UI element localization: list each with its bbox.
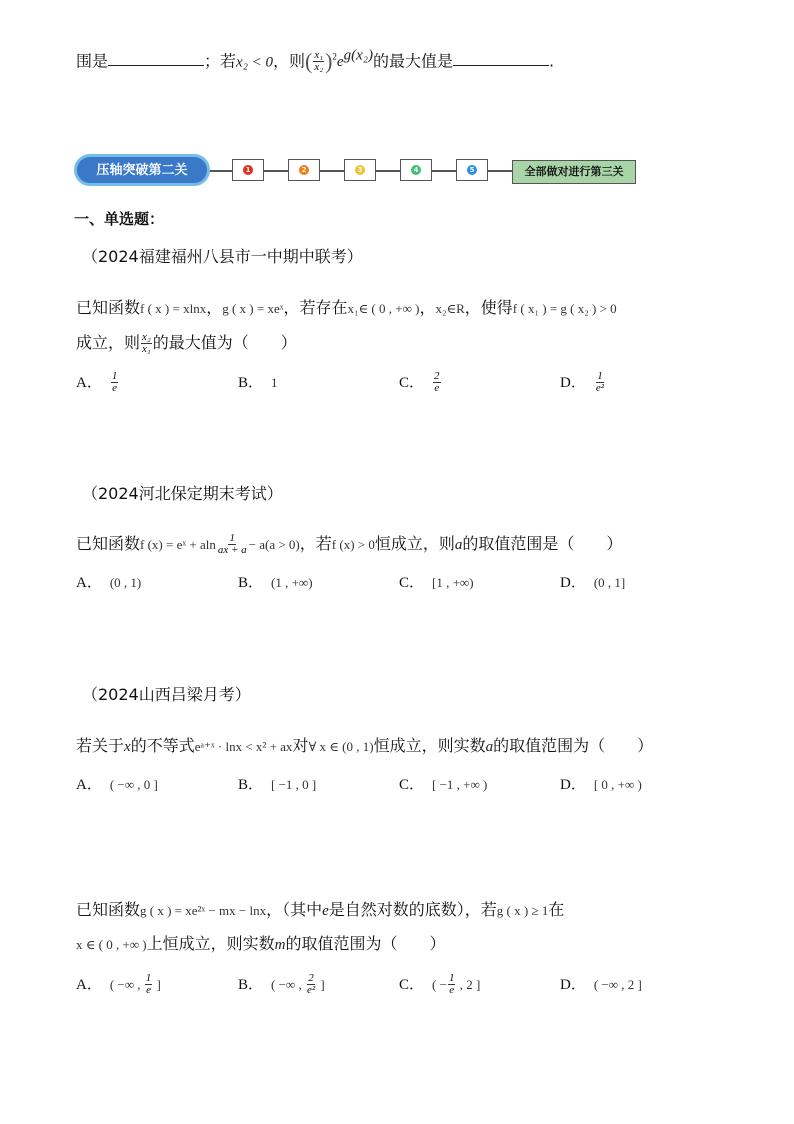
stage-step-5[interactable]: [456, 159, 488, 181]
text: ，: [419, 298, 436, 317]
option-a[interactable]: A． ( −∞ , $\frac{1}{e}$ ]: [76, 972, 161, 996]
math: m: [274, 937, 286, 953]
connector: [488, 170, 512, 172]
math: g ( x ) ≥ 1: [496, 903, 549, 918]
fraction: $\frac{2}{e}$: [434, 370, 440, 394]
text: 若关于: [76, 736, 125, 755]
question-stem: [76, 297, 617, 320]
text: 成立，则: [76, 333, 141, 352]
question-source: （2024河北保定期末考试）: [82, 484, 283, 503]
option-c[interactable]: C． [1 , +∞): [399, 575, 474, 591]
top-continuation-line: [76, 45, 554, 73]
stage-progress-bar: [74, 151, 644, 191]
question-stem: [76, 899, 564, 922]
text: 的取值范围为（ ）: [285, 934, 446, 953]
connector: [376, 170, 400, 172]
math: f ( x₁ ) = g ( x₂ ) > 0: [512, 301, 617, 316]
answer-blank[interactable]: [453, 49, 549, 66]
stage-step-4[interactable]: [400, 159, 432, 181]
text: 的取值范围为（ ）: [493, 736, 654, 755]
fraction: $\frac{2}{\text{e²}}$: [306, 972, 316, 996]
text: 恒成立，则: [374, 534, 455, 553]
option-b[interactable]: B． ( −∞ , $\frac{2}{\text{e²}}$ ]: [238, 972, 325, 996]
option-d[interactable]: D． $\frac{1}{\text{e²}}$: [560, 370, 605, 394]
connector: [210, 170, 232, 172]
text: 对: [292, 736, 309, 755]
math: e: [322, 903, 329, 919]
math: ∀ x ∈ (0 , 1): [308, 739, 374, 754]
text: ，: [206, 298, 223, 317]
text: 是自然对数的底数），若: [328, 900, 497, 919]
math-condition: x₂ < 0: [236, 54, 274, 71]
option-a[interactable]: A． (0 , 1): [76, 575, 142, 591]
option-c[interactable]: C． [ −1 , +∞ ): [399, 777, 488, 793]
option-c[interactable]: C． $\frac{2}{e}$: [399, 370, 440, 394]
text: 上恒成立，则实数: [146, 934, 275, 953]
text: 的不等式: [130, 736, 195, 755]
math: x: [124, 739, 131, 755]
stage-step-3[interactable]: [344, 159, 376, 181]
option-d[interactable]: D． ( −∞ , 2 ]: [560, 977, 642, 993]
question-stem-continued: [76, 332, 297, 355]
text: ，若: [299, 534, 332, 553]
option-b[interactable]: B． [ −1 , 0 ]: [238, 777, 317, 793]
step-number-icon: 5: [467, 165, 477, 175]
connector: [264, 170, 288, 172]
fraction: $\frac{1}{ax + a}$: [217, 532, 247, 556]
math: f (x) > 0: [331, 537, 375, 552]
fraction: $\frac{1}{\text{e²}}$: [595, 370, 605, 394]
text: 的取值范围是（ ）: [462, 534, 623, 553]
question-source: （2024福建福州八县市一中期中联考）: [82, 247, 363, 266]
text: 已知函数: [76, 534, 141, 553]
option-c[interactable]: C． ( − $\frac{1}{e}$ , 2 ]: [399, 972, 481, 996]
math: x₁∈ ( 0 , +∞ ): [347, 301, 420, 316]
question-stem: [76, 533, 622, 556]
fraction: $\frac{1}{e}$: [448, 972, 455, 996]
fraction: $\frac{\text{x₂}}{\text{x₁}}$: [142, 331, 151, 355]
text: 已知函数: [76, 298, 141, 317]
text: ，则: [273, 51, 306, 71]
step-number-icon: 2: [299, 165, 309, 175]
fraction: $\frac{\text{x₁}}{\text{x₂}}$: [314, 49, 324, 74]
fraction: $\frac{1}{e}$: [145, 972, 152, 996]
math: x ∈ ( 0 , +∞ ): [76, 937, 147, 952]
option-b[interactable]: B． 1: [238, 375, 278, 391]
text: 在: [548, 900, 565, 919]
option-a[interactable]: A． ( −∞ , 0 ]: [76, 777, 158, 793]
text: 已知函数: [76, 900, 141, 919]
math: g ( x ) = xeˣ: [222, 301, 284, 316]
math: f (x) = eˣ + aln: [140, 537, 216, 552]
math: f ( x ) = xlnx: [140, 301, 207, 316]
math: x₂∈R: [435, 301, 465, 316]
stage-title-badge: 压轴突破第二关: [74, 154, 210, 186]
math: a: [454, 537, 463, 553]
text: ，（其中: [266, 900, 323, 919]
text: ，若存在: [283, 298, 348, 317]
stage-step-1[interactable]: [232, 159, 264, 181]
question-source: （2024山西吕梁月考）: [82, 685, 251, 704]
text: 的最大值为（ ）: [152, 333, 297, 352]
fraction: $\frac{1}{e}$: [111, 370, 118, 394]
connector: [432, 170, 456, 172]
step-number-icon: 4: [411, 165, 421, 175]
next-stage-button[interactable]: 全部做对进行第三关: [512, 160, 636, 184]
option-b[interactable]: B． (1 , +∞): [238, 575, 313, 591]
math-expression: ( $\frac{\text{x₁}}{\text{x₂}}$ )$^2e^{g(x_2)}$: [305, 48, 373, 74]
text: 围是: [76, 51, 109, 71]
text: ；若: [204, 51, 237, 71]
answer-blank[interactable]: [108, 49, 204, 66]
math: g ( x ) = xe²ˣ − mx − lnx: [140, 903, 267, 918]
option-d[interactable]: D． [ 0 , +∞ ): [560, 777, 642, 793]
step-number-icon: 1: [243, 165, 253, 175]
text: 恒成立，则实数: [373, 736, 486, 755]
option-d[interactable]: D． (0 , 1]: [560, 575, 626, 591]
question-stem-continued: [76, 933, 446, 956]
text: ，使得: [464, 298, 513, 317]
step-number-icon: 3: [355, 165, 365, 175]
section-title: 一、单选题：: [74, 210, 165, 228]
text: .: [548, 51, 555, 71]
stage-step-2[interactable]: [288, 159, 320, 181]
math: a: [485, 739, 494, 755]
option-a[interactable]: A． $\frac{1}{e}$: [76, 370, 118, 394]
text: 的最大值是: [372, 51, 453, 71]
question-stem: [76, 735, 653, 758]
connector: [320, 170, 344, 172]
math: eᵃ⁺ˣ · lnx < x² + ax: [194, 739, 293, 754]
math: − a(a > 0): [248, 537, 300, 552]
